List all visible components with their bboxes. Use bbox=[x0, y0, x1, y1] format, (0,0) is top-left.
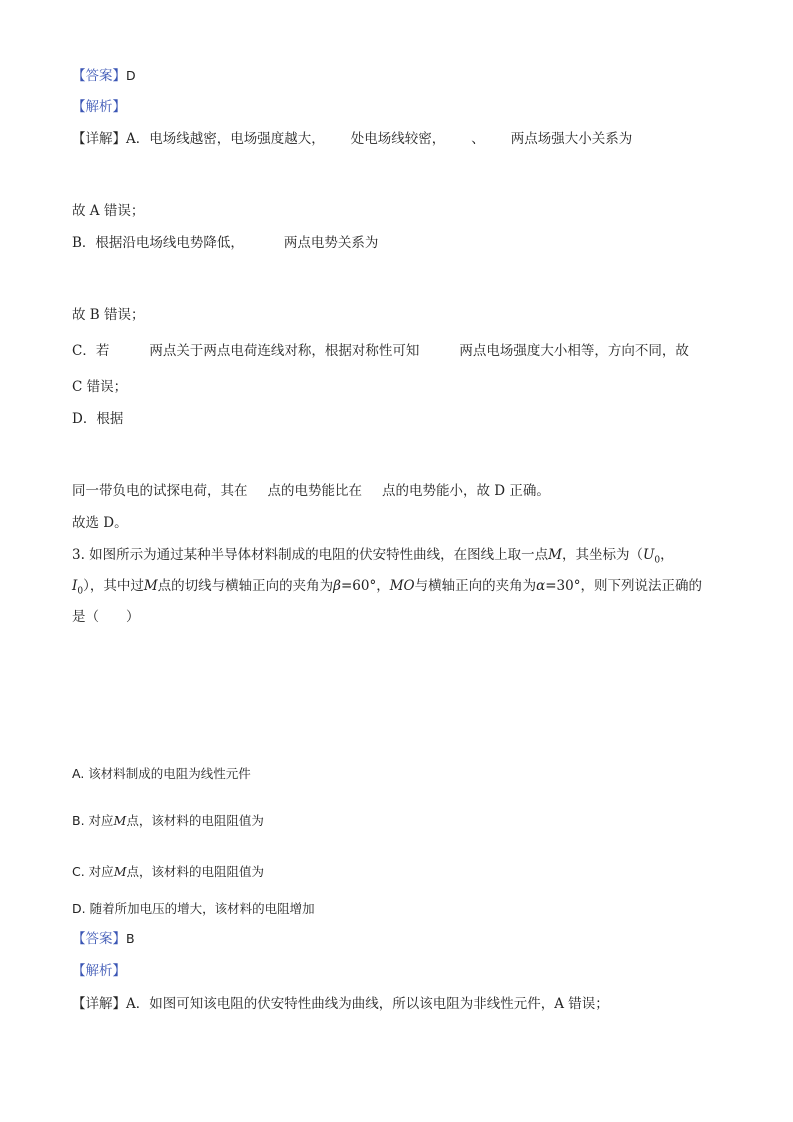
q3-answer-line bbox=[72, 929, 135, 949]
q3-stem-line2: $I_0$），其中过M点的切线与横轴正向的夹角为β=60°，MO与横轴正向的夹角为α=30°，则下列说法正确的 bbox=[72, 578, 702, 597]
detail-d-line: D．根据 bbox=[72, 411, 124, 427]
detail-c-text-a: C．若 bbox=[72, 343, 110, 359]
detail-c-text-c: 两点电场强度大小相等，方向不同，故 bbox=[459, 343, 689, 359]
detail-d-text-b: 点的电势能比在 bbox=[267, 483, 362, 499]
detail-a-text: A．电场线越密，电场强度越大， bbox=[126, 131, 325, 147]
q3-detail-a-line: 【详解】A．如图可知该电阻的伏安特性曲线为曲线，所以该电阻为非线性元件，A 错误； bbox=[72, 996, 609, 1012]
detail-b-text2: 两点电势关系为 bbox=[283, 235, 379, 251]
answer-value: B bbox=[126, 931, 135, 946]
q3-analysis-line bbox=[72, 961, 126, 981]
answer-tag: 【答案】 bbox=[72, 68, 126, 84]
detail-a-mid2: 、 bbox=[471, 131, 485, 147]
analysis-tag: 【解析】 bbox=[72, 963, 126, 979]
detail-a-line bbox=[72, 129, 632, 149]
option-a: A. 该材料制成的电阻为线性元件 bbox=[72, 766, 251, 781]
answer-tag: 【答案】 bbox=[72, 931, 126, 947]
detail-c-line bbox=[72, 341, 689, 361]
c-wrong-line: C 错误； bbox=[72, 379, 128, 395]
choose-line: 故选 D。 bbox=[72, 515, 128, 531]
option-d: D. 随着所加电压的增大，该材料的电阻增加 bbox=[72, 901, 315, 916]
detail-d-text-c: 点的电势能小，故 D 正确。 bbox=[382, 483, 550, 499]
a-wrong-line: 故 A 错误； bbox=[72, 203, 145, 219]
option-c: C. 对应M点，该材料的电阻阻值为 bbox=[72, 864, 265, 879]
answer-line bbox=[72, 66, 136, 86]
q3-stem-line3: 是（ ） bbox=[72, 609, 140, 625]
analysis-tag: 【解析】 bbox=[72, 99, 126, 115]
detail-b-text: B．根据沿电场线电势降低， bbox=[72, 235, 244, 251]
detail-d-line2 bbox=[72, 481, 550, 501]
detail-tag: 【详解】 bbox=[72, 996, 126, 1012]
detail-tag: 【详解】 bbox=[72, 131, 126, 147]
detail-c-text-b: 两点关于两点电荷连线对称，根据对称性可知 bbox=[149, 343, 420, 359]
detail-d-text-a: 同一带负电的试探电荷，其在 bbox=[72, 483, 248, 499]
option-b: B. 对应M点，该材料的电阻阻值为 bbox=[72, 813, 264, 828]
analysis-line bbox=[72, 97, 126, 117]
b-wrong-line: 故 B 错误； bbox=[72, 307, 145, 323]
detail-b-line bbox=[72, 233, 378, 253]
answer-value: D bbox=[126, 68, 136, 83]
q3-stem-line1: 3. 如图所示为通过某种半导体材料制成的电阻的伏安特性曲线，在图线上取一点M，其坐标为（$U_0$， bbox=[72, 547, 674, 566]
detail-a-mid1: 处电场线较密， bbox=[350, 131, 446, 147]
detail-a-mid3: 两点场强大小关系为 bbox=[510, 131, 633, 147]
